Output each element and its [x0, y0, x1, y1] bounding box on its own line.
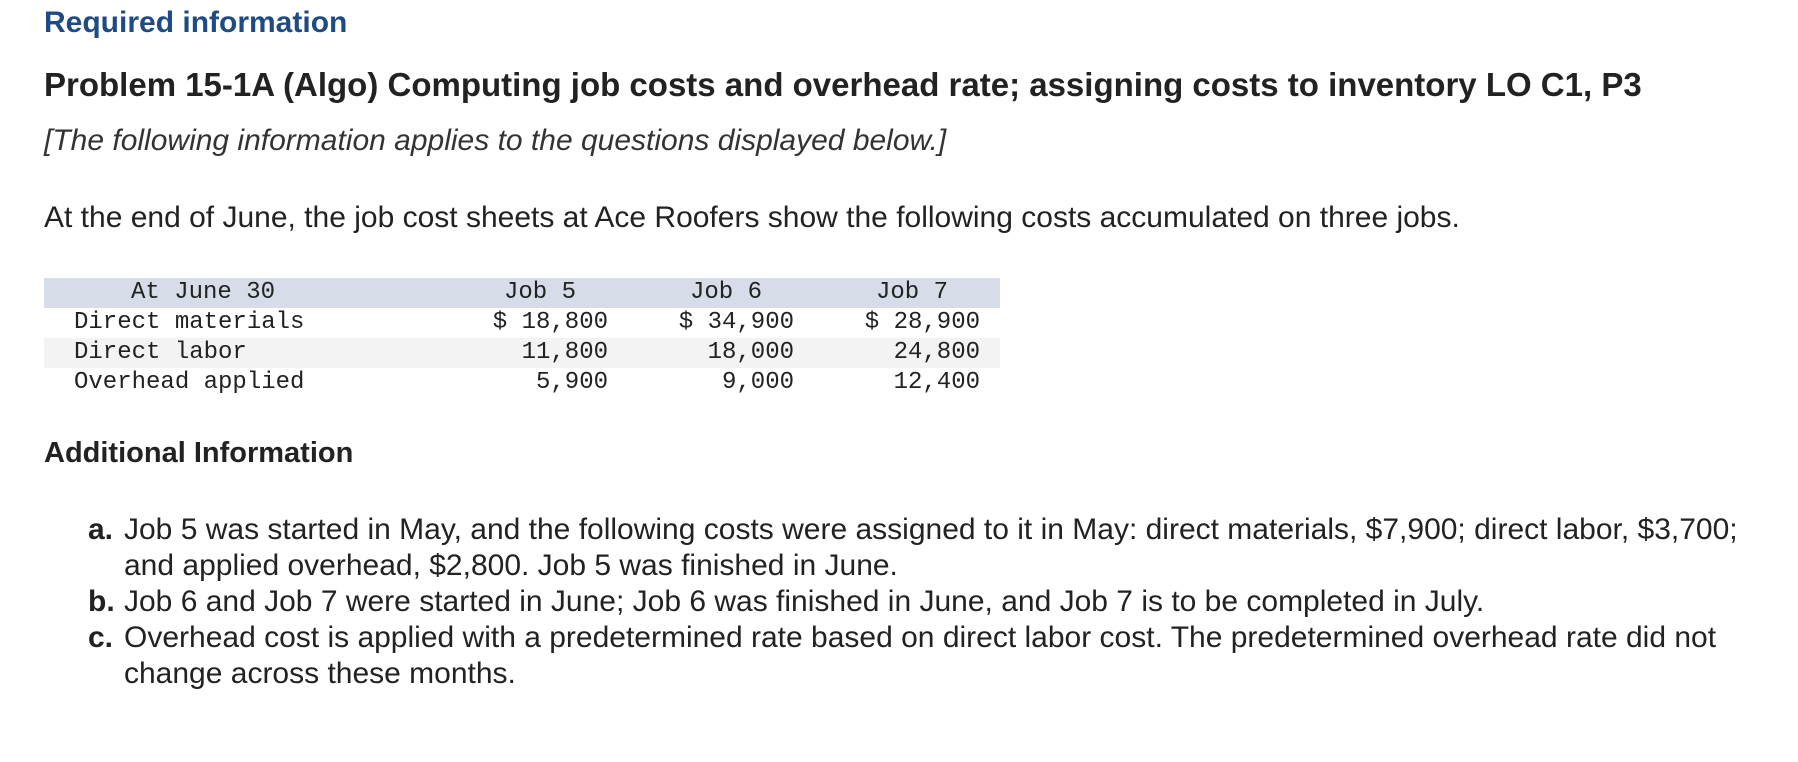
item-letter: c. [88, 621, 114, 654]
cell-job-6: 9,000 [721, 369, 794, 396]
item-text: Job 5 was started in May, and the following costs were assigned to it in May: direct materials, $7,900; direct labor, $3,700; and applied overhead, $2,800. Job 5 was finished in June. [124, 513, 1738, 582]
list-item [88, 584, 1778, 620]
cell-job-7: $ 28,900 [864, 309, 980, 336]
table-row [44, 338, 1000, 368]
cell-job-6: $ 34,900 [678, 309, 794, 336]
additional-information-list [88, 512, 1778, 692]
problem-intro: At the end of June, the job cost sheets at Ace Roofers show the following costs accumulated on three jobs. [44, 201, 1460, 234]
row-label: Direct labor [74, 339, 247, 366]
cell-job-6: 18,000 [707, 339, 794, 366]
cell-job-7: 24,800 [893, 339, 980, 366]
list-item [88, 512, 1778, 584]
item-letter: b. [88, 585, 115, 618]
context-note: [The following information applies to the questions displayed below.] [44, 124, 947, 157]
item-text: Job 6 and Job 7 were started in June; Job 6 was finished in June, and Job 7 is to be completed in July. [124, 585, 1485, 618]
cell-job-7: 12,400 [893, 369, 980, 396]
header-at-june-30: At June 30 [130, 279, 276, 306]
header-job-5: Job 5 [503, 279, 576, 306]
required-information-heading: Required information [44, 6, 348, 39]
table-header-row [44, 278, 1000, 308]
header-job-6: Job 6 [689, 279, 762, 306]
row-label: Overhead applied [74, 369, 305, 396]
table-row [44, 368, 1000, 398]
table-row [44, 308, 1000, 338]
item-letter: a. [88, 513, 114, 546]
cell-job-5: $ 18,800 [492, 309, 608, 336]
header-job-7: Job 7 [875, 279, 948, 306]
cell-job-5: 5,900 [535, 369, 608, 396]
list-item [88, 620, 1778, 692]
job-cost-table [44, 278, 1000, 398]
additional-information-heading: Additional Information [44, 437, 354, 469]
cell-job-5: 11,800 [521, 339, 608, 366]
row-label: Direct materials [74, 309, 305, 336]
problem-title: Problem 15-1A (Algo) Computing job costs and overhead rate; assigning costs to inventory LO C1, P3 [44, 66, 1642, 103]
item-text: Overhead cost is applied with a predetermined rate based on direct labor cost. The predetermined overhead rate did not change across these months. [124, 621, 1717, 690]
